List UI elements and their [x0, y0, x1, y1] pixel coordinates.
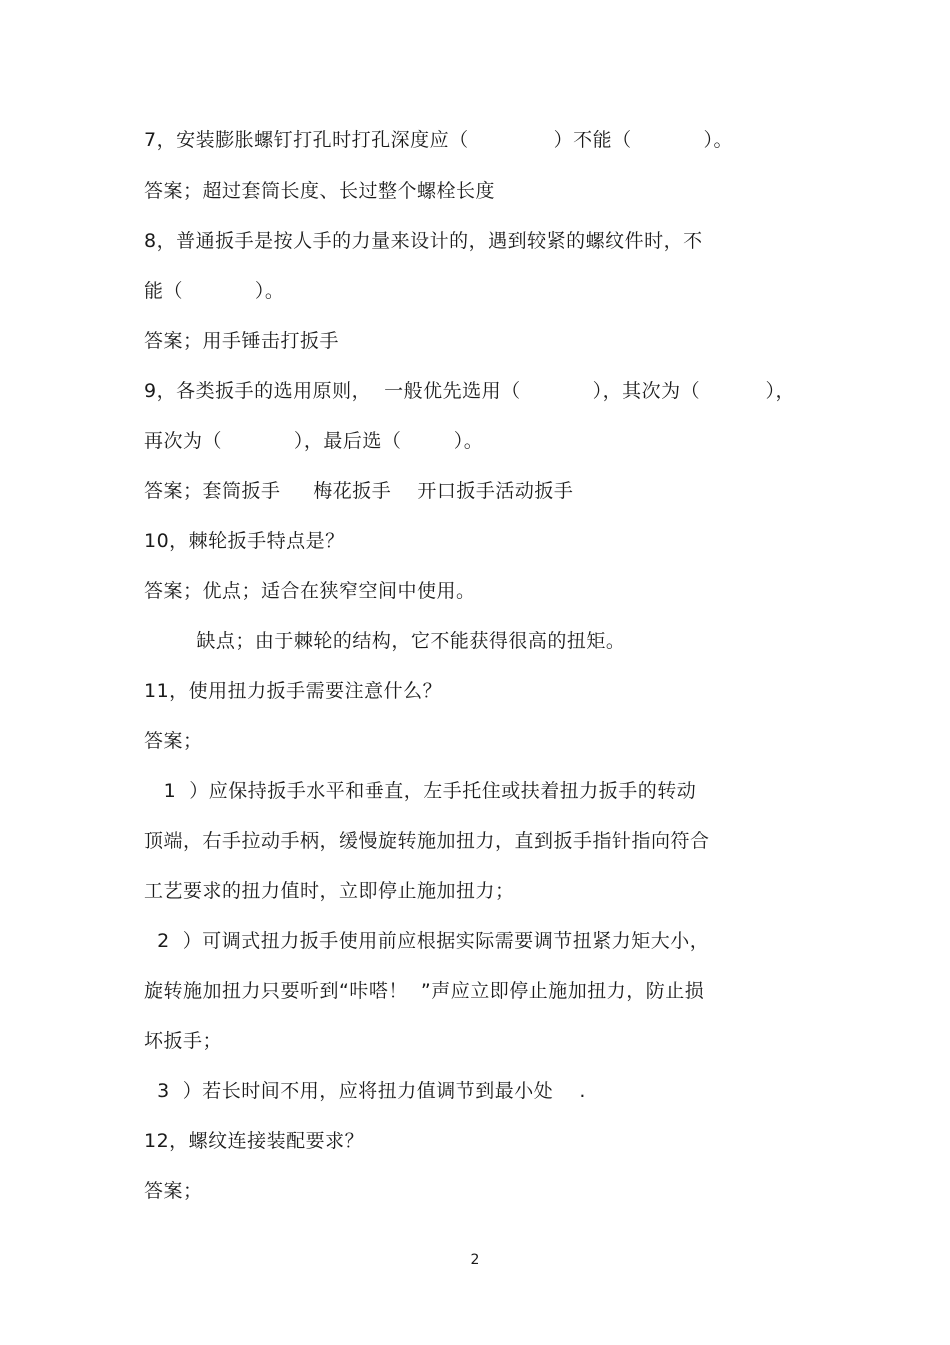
question-9-line-2: 再次为（ ），最后选（ ）。: [144, 430, 484, 452]
answer-11-item-2-line-1: 2 ）可调式扭力扳手使用前应根据实际需要调节扭紧力矩大小，: [144, 930, 710, 952]
answer-11-label: 答案；: [144, 730, 203, 752]
answer-11-item-2-line-2: 旋转施加扭力只要听到“咔嗒！ ”声应立即停止施加扭力，防止损: [144, 980, 705, 1002]
answer-11-item-3: 3 ）若长时间不用，应将扭力值调节到最小处 .: [144, 1080, 586, 1102]
question-8-line-2: 能（ ）。: [144, 280, 285, 302]
question-12: 12，螺纹连接装配要求？: [144, 1130, 365, 1152]
question-8-line-1: 8，普通扳手是按人手的力量来设计的，遇到较紧的螺纹件时，不: [144, 230, 703, 252]
answer-11-item-1-line-1: 1 ）应保持扳手水平和垂直，左手托住或扶着扭力扳手的转动: [144, 780, 697, 802]
answer-9: 答案；套筒扳手 梅花扳手 开口扳手活动扳手: [144, 480, 574, 502]
page-number: 2: [470, 1252, 480, 1268]
answer-11-item-1-line-2: 顶端，右手拉动手柄，缓慢旋转施加扭力，直到扳手指针指向符合: [144, 830, 710, 852]
answer-12-label: 答案；: [144, 1180, 203, 1202]
question-11: 11，使用扭力扳手需要注意什么？: [144, 680, 443, 702]
question-7: 7，安装膨胀螺钉打孔时打孔深度应（ ）不能（ ）。: [144, 129, 734, 151]
question-9-line-1: 9，各类扳手的选用原则， 一般优先选用（ ），其次为（ ），: [144, 380, 795, 402]
answer-10-advantage: 答案；优点；适合在狭窄空间中使用。: [144, 580, 476, 602]
answer-10-disadvantage: 缺点；由于棘轮的结构，它不能获得很高的扭矩。: [144, 630, 626, 652]
answer-8: 答案；用手锤击打扳手: [144, 330, 340, 352]
question-10: 10，棘轮扳手特点是？: [144, 530, 345, 552]
answer-11-item-1-line-3: 工艺要求的扭力值时，立即停止施加扭力；: [144, 880, 515, 902]
answer-11-item-2-line-3: 坏扳手；: [144, 1030, 223, 1052]
answer-7: 答案；超过套筒长度、长过整个螺栓长度: [144, 180, 496, 202]
